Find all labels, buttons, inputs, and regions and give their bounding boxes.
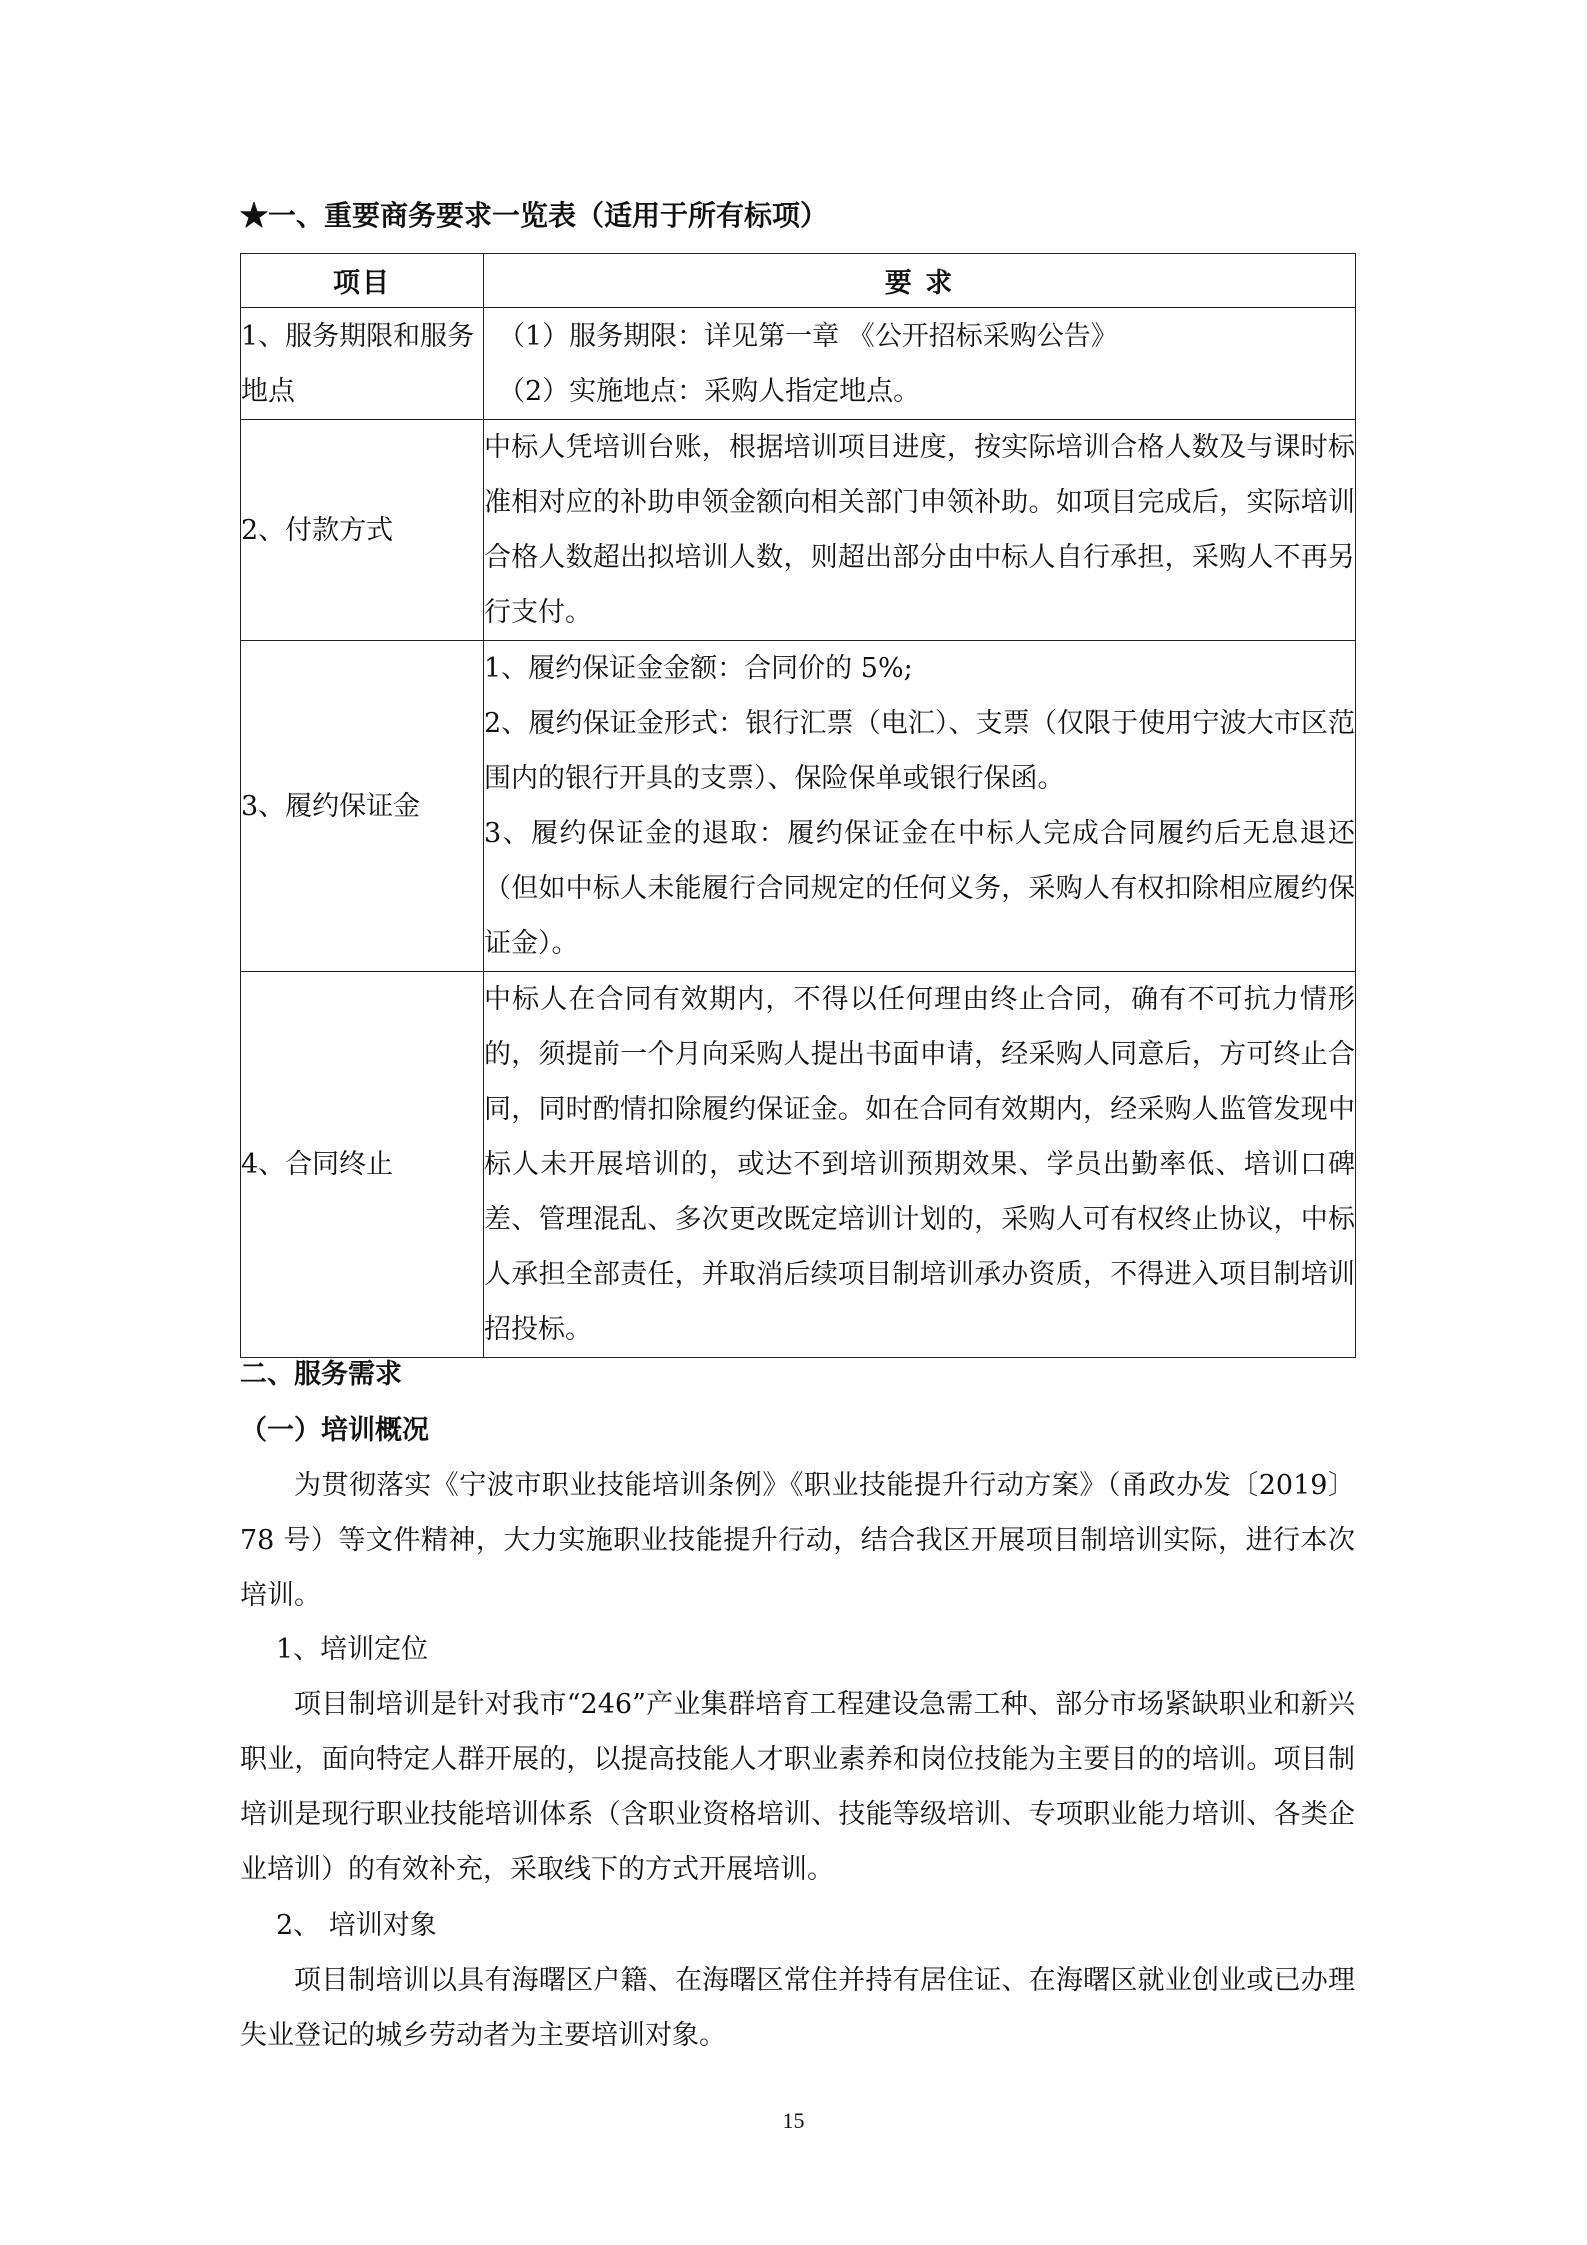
table-row [241, 972, 1356, 1358]
row-item-payment: 2、付款方式 [241, 420, 484, 641]
item-title-target: 2、 培训对象 [276, 1910, 437, 1941]
requirement-line: 3、履约保证金的退取：履约保证金在中标人完成合同履约后无息退还（但如中标人未能履行合同规定的任何义务，采购人有权扣除相应履约保证金）。 [484, 818, 1355, 959]
requirement-line: 中标人凭培训台账，根据培训项目进度，按实际培训合格人数及与课时标准相对应的补助申领金额向相关部门申领补助。如项目完成后，实际培训合格人数超出拟培训人数，则超出部分由中标人自行承担，采购人不再另行支付。 [484, 432, 1355, 628]
row-requirement-payment [484, 420, 1356, 641]
row-item-service-period: 1、服务期限和服务地点 [241, 308, 484, 420]
row-requirement-deposit [484, 641, 1356, 972]
header-requirement: 要 求 [484, 254, 1356, 308]
table-header-row [241, 254, 1356, 308]
subsection-title: （一）培训概况 [240, 1415, 429, 1446]
business-requirements-table [240, 253, 1356, 1358]
table-row [241, 420, 1356, 641]
requirement-line: 1、履约保证金金额：合同价的 5%; [484, 653, 913, 684]
paragraph-text: 项目制培训以具有海曙区户籍、在海曙区常住并持有居住证、在海曙区就业创业或已办理失业登记的城乡劳动者为主要培训对象。 [240, 1965, 1355, 2051]
table-heading: ★一、重要商务要求一览表（适用于所有标项） [240, 199, 829, 232]
paragraph-text: 为贯彻落实《宁波市职业技能培训条例》《职业技能提升行动方案》（甬政办发〔2019〕78 号）等文件精神，大力实施职业技能提升行动，结合我区开展项目制培训实际，进行本次培训。 [240, 1470, 1355, 1611]
requirement-line: （1）服务期限：详见第一章 《公开招标采购公告》 [498, 320, 1118, 352]
table-row [241, 308, 1356, 420]
row-item-termination: 4、合同终止 [241, 972, 484, 1358]
requirement-line: （2）实施地点：采购人指定地点。 [498, 375, 921, 407]
positioning-paragraph [240, 1677, 1355, 1897]
row-requirement-service-period [484, 308, 1356, 420]
page-number: 15 [782, 2108, 805, 2133]
row-requirement-termination [484, 972, 1356, 1358]
target-paragraph [240, 1953, 1355, 2063]
section-title: 二、服务需求 [240, 1359, 402, 1390]
table-row [241, 641, 1356, 972]
item-title-positioning: 1、培训定位 [276, 1634, 429, 1665]
requirement-line: 2、履约保证金形式：银行汇票（电汇）、支票（仅限于使用宁波大市区范围内的银行开具的支票）、保险保单或银行保函。 [484, 708, 1355, 794]
row-item-deposit: 3、履约保证金 [241, 641, 484, 972]
intro-paragraph [240, 1458, 1355, 1623]
header-item: 项目 [241, 254, 484, 308]
requirement-line: 中标人在合同有效期内，不得以任何理由终止合同，确有不可抗力情形的，须提前一个月向采购人提出书面申请，经采购人同意后，方可终止合同，同时酌情扣除履约保证金。如在合同有效期内，经采购人监管发现中标人未开展培训的，或达不到培训预期效果、学员出勤率低、培训口碑差、管理混乱、多次更改既定培训计划的，采购人可有权终止协议，中标人承担全部责任，并取消后续项目制培训承办资质，不得进入项目制培训招投标。 [484, 984, 1355, 1345]
paragraph-text: 项目制培训是针对我市“246”产业集群培育工程建设急需工种、部分市场紧缺职业和新兴职业，面向特定人群开展的，以提高技能人才职业素养和岗位技能为主要目的的培训。项目制培训是现行职业技能培训体系（含职业资格培训、技能等级培训、专项职业能力培训、各类企业培训）的有效补充，采取线下的方式开展培训。 [240, 1689, 1355, 1885]
